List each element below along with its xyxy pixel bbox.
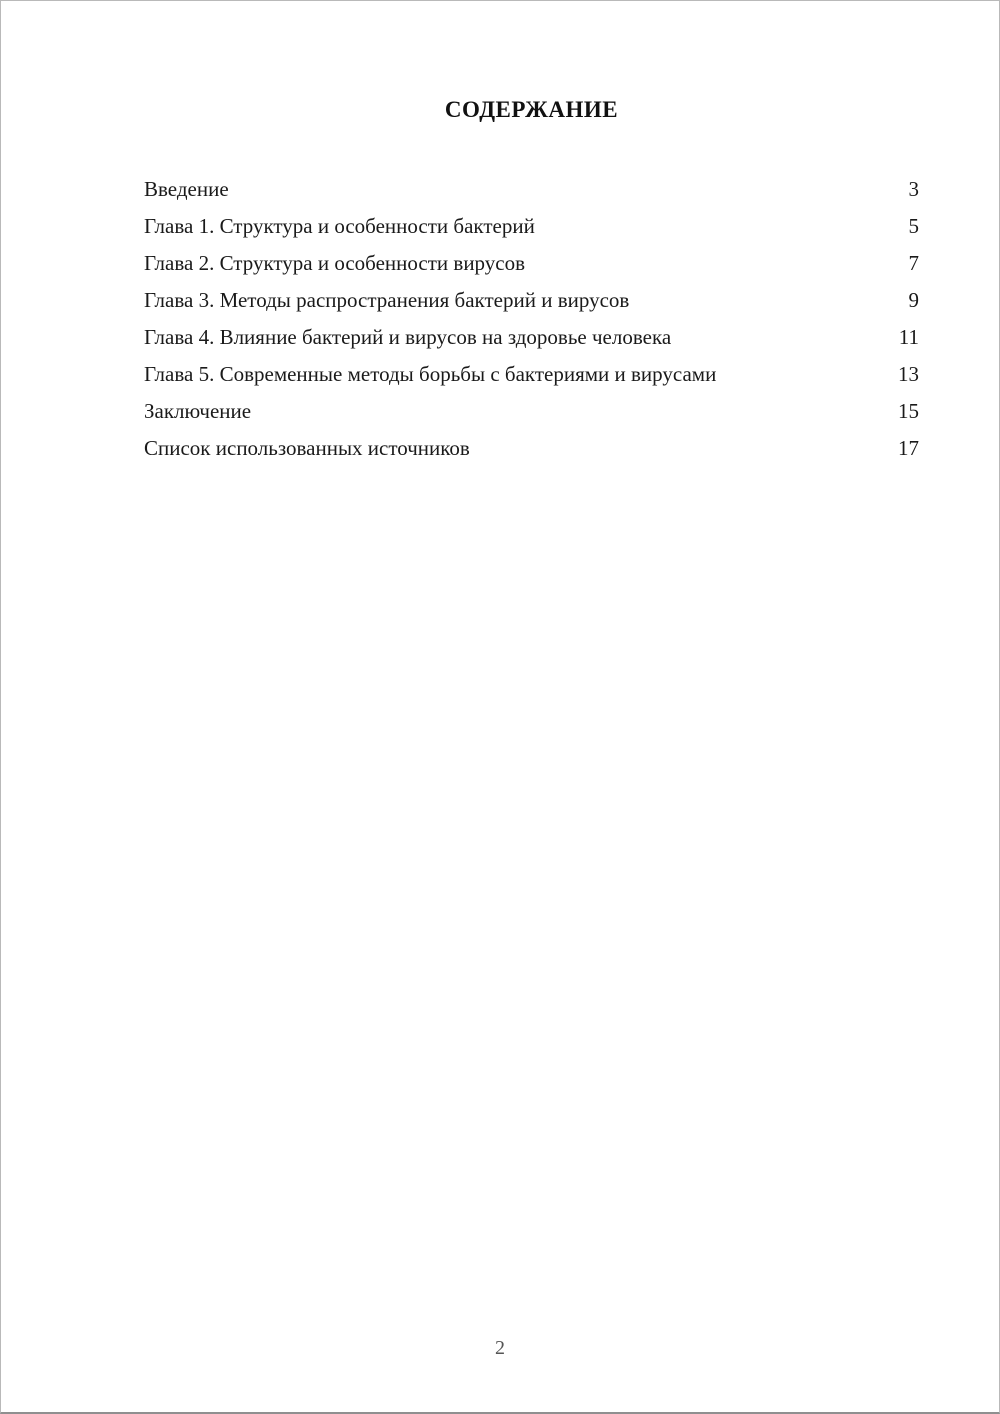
page-number: 2 [495,1337,505,1359]
page-title: СОДЕРЖАНИЕ [444,97,619,122]
toc-entry-page: 3 [908,177,919,201]
toc-entry-page: 11 [898,325,919,349]
toc-entry-page: 5 [908,214,919,238]
toc-entry-label: Глава 2. Структура и особенности вирусов [144,251,526,275]
toc-row [144,356,919,393]
toc-entry-page: 13 [898,362,919,386]
toc-entry-label: Глава 5. Современные методы борьбы с бактериями и вирусами [144,362,717,386]
toc-row [144,430,919,467]
toc-row [144,282,919,319]
toc-row [144,245,919,282]
toc-entry-page: 7 [908,251,919,275]
toc-entry-page: 9 [908,288,919,312]
toc-row [144,393,919,430]
toc-entry-label: Глава 3. Методы распространения бактерий и вирусов [144,288,630,312]
toc-row [144,208,919,245]
toc-list [1,171,999,467]
toc-row [144,319,919,356]
toc-entry-label: Список использованных источников [144,436,470,460]
toc-entry-page: 15 [898,399,919,423]
toc-entry-page: 17 [898,436,919,460]
toc-entry-label: Введение [144,177,229,201]
toc-entry-label: Заключение [144,399,252,423]
toc-entry-label: Глава 4. Влияние бактерий и вирусов на здоровье человека [144,325,672,349]
toc-entry-label: Глава 1. Структура и особенности бактерий [144,214,535,238]
toc-row [144,171,919,208]
